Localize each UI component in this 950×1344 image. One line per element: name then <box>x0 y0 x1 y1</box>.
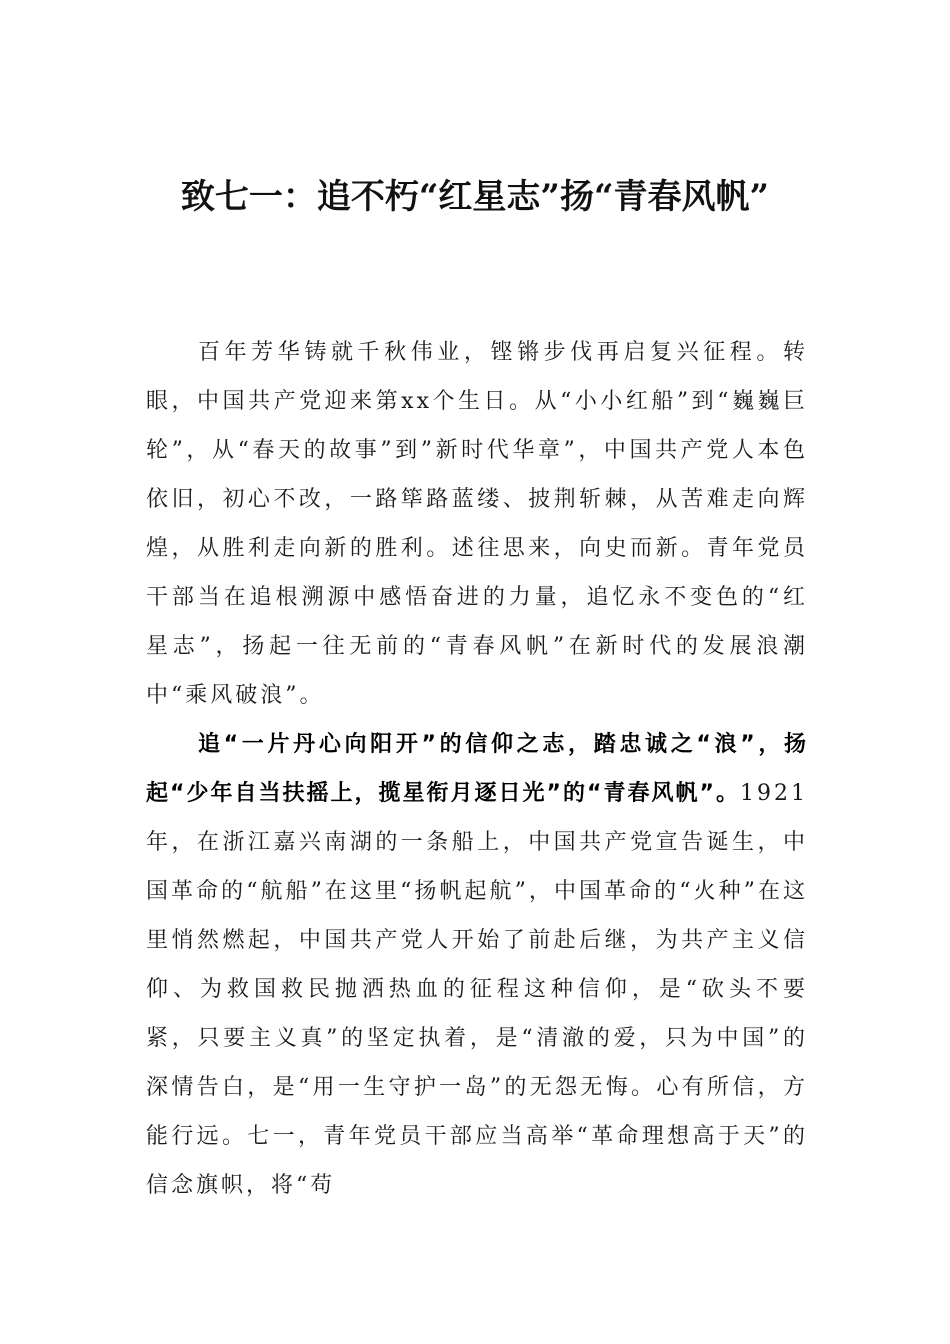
paragraph-2-lead: 追“一片丹心向阳开”的信仰之志，踏忠诚之“浪”，扬起“少年自当扶摇上，揽星衔月逐日光”的“青春风帆”。 <box>146 732 808 806</box>
paragraph-1-text: 百年芳华铸就千秋伟业，铿锵步伐再启复兴征程。转眼，中国共产党迎来第xx个生日。从“小小红船”到“巍巍巨轮”，从“春天的故事”到”新时代华章”，中国共产党人本色依旧，初心不改，一路筚路蓝缕、披荆斩棘，从苦难走向辉煌，从胜利走向新的胜利。述往思来，向史而新。青年党员干部当在追根溯源中感悟奋进的力量，追忆永不变色的“红星志”，扬起一往无前的“青春风帆”在新时代的发展浪潮中“乘风破浪”。 <box>146 340 808 708</box>
paragraph-2-text: 1921年，在浙江嘉兴南湖的一条船上，中国共产党宣告诞生，中国革命的“航船”在这里“扬帆起航”，中国革命的“火种”在这里悄然燃起，中国共产党人开始了前赴后继，为共产主义信仰、为救国救民抛洒热血的征程这种信仰，是“砍头不要紧，只要主义真”的坚定执着，是“清澈的爱，只为中国”的深情告白，是“用一生守护一岛”的无怨无悔。心有所信，方能行远。七一，青年党员干部应当高举“革命理想高于天”的信念旗帜，将“苟 <box>146 781 808 1198</box>
document-body <box>146 328 808 1210</box>
document-title: 致七一：追不朽“红星志”扬“青春风帆” <box>180 177 770 217</box>
paragraph-1 <box>146 328 808 720</box>
paragraph-2 <box>146 720 808 1210</box>
